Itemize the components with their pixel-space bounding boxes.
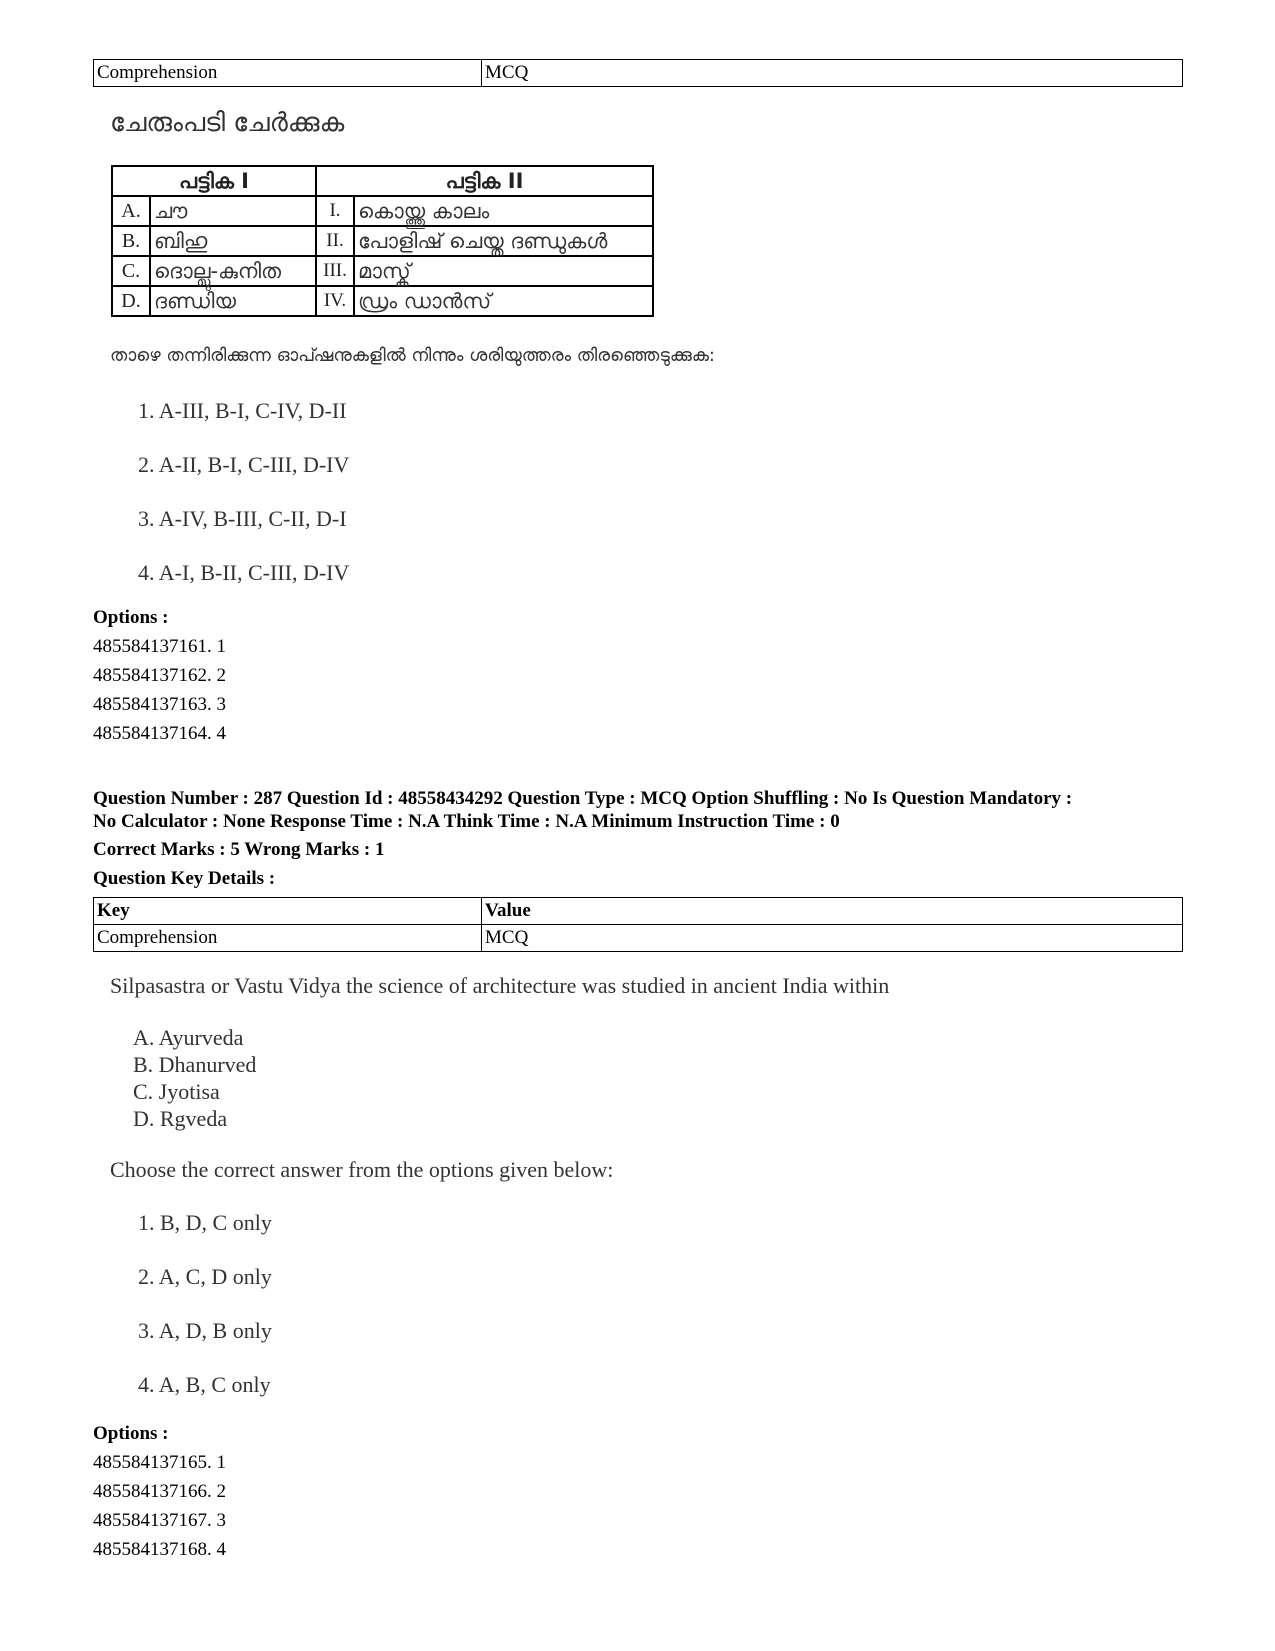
choice-2: 2. A-II, B-I, C-III, D-IV — [138, 452, 350, 477]
table-row — [112, 226, 653, 256]
row-item: ദണ്ഡിയ — [150, 286, 316, 316]
row-roman: III. — [316, 256, 354, 286]
row-roman: I. — [316, 196, 354, 226]
table-header-row — [94, 898, 1183, 925]
choice-3: 3. A, D, B only — [138, 1318, 272, 1343]
q2-instruction: Choose the correct answer from the options given below: — [110, 1157, 614, 1182]
top-key-table — [93, 59, 1183, 87]
table-row — [112, 256, 653, 286]
value-cell: MCQ — [482, 925, 1183, 952]
option-line: 485584137164. 4 — [93, 723, 226, 744]
question-text: Silpasastra or Vastu Vidya the science of architecture was studied in ancient India within — [110, 973, 890, 998]
row-item: ദൊല്ലു-കുനിത — [150, 256, 316, 286]
value-cell: MCQ — [482, 60, 1183, 87]
option-line: 485584137162. 2 — [93, 665, 226, 686]
match-header-row — [112, 166, 653, 196]
q1-instruction: താഴെ തന്നിരിക്കുന്ന ഓപ്ഷനുകളിൽ നിന്നും ശരിയുത്തരം തിരഞ്ഞെടുക്കുക: — [110, 345, 715, 366]
col1-header: പട്ടിക I — [112, 166, 316, 196]
choice-4: 4. A-I, B-II, C-III, D-IV — [138, 560, 350, 585]
statement-a: A. Ayurveda — [133, 1025, 244, 1050]
option-line: 485584137163. 3 — [93, 694, 226, 715]
choice-1: 1. B, D, C only — [138, 1210, 272, 1235]
option-line: 485584137167. 3 — [93, 1510, 226, 1531]
choice-3: 3. A-IV, B-III, C-II, D-I — [138, 506, 347, 531]
options-label: Options : — [93, 1423, 169, 1444]
choice-2: 2. A, C, D only — [138, 1264, 272, 1289]
marks-line: Correct Marks : 5 Wrong Marks : 1 — [93, 839, 385, 860]
option-line: 485584137166. 2 — [93, 1481, 226, 1502]
statement-d: D. Rgveda — [133, 1106, 228, 1131]
row-item: ചൗ — [150, 196, 316, 226]
row-letter: B. — [112, 226, 150, 256]
key-details-label: Question Key Details : — [93, 868, 276, 889]
q1-heading: ചേരുംപടി ചേർക്കുക — [110, 108, 345, 138]
row-roman: II. — [316, 226, 354, 256]
row-item: ബിഹു — [150, 226, 316, 256]
row-match: മാസ്ക് — [354, 256, 653, 286]
key-cell: Comprehension — [94, 60, 482, 87]
choice-1: 1. A-III, B-I, C-IV, D-II — [138, 398, 347, 423]
statement-c: C. Jyotisa — [133, 1079, 220, 1104]
table-row — [94, 925, 1183, 952]
option-line: 485584137161. 1 — [93, 636, 226, 657]
value-header: Value — [482, 898, 1183, 925]
table-row — [94, 60, 1183, 87]
option-line: 485584137168. 4 — [93, 1539, 226, 1560]
row-match: പോളിഷ് ചെയ്ത ദണ്ഡുകൾ — [354, 226, 653, 256]
question-meta-line1: Question Number : 287 Question Id : 48558434292 Question Type : MCQ Option Shuffling : No Is Question Mandatory : — [93, 788, 1073, 809]
row-letter: C. — [112, 256, 150, 286]
options-label: Options : — [93, 607, 169, 628]
option-line: 485584137165. 1 — [93, 1452, 226, 1473]
key-cell: Comprehension — [94, 925, 482, 952]
row-match: കൊയ്ത്തു കാലം — [354, 196, 653, 226]
row-match: ഡ്രം ഡാൻസ് — [354, 286, 653, 316]
row-letter: D. — [112, 286, 150, 316]
match-table — [111, 165, 654, 317]
col2-header: പട്ടിക II — [316, 166, 653, 196]
statement-b: B. Dhanurved — [133, 1052, 257, 1077]
question-meta-line2: No Calculator : None Response Time : N.A Think Time : N.A Minimum Instruction Time : 0 — [93, 811, 840, 832]
question-key-table — [93, 897, 1183, 952]
choice-4: 4. A, B, C only — [138, 1372, 271, 1397]
table-row — [112, 196, 653, 226]
table-row — [112, 286, 653, 316]
key-header: Key — [94, 898, 482, 925]
row-letter: A. — [112, 196, 150, 226]
row-roman: IV. — [316, 286, 354, 316]
